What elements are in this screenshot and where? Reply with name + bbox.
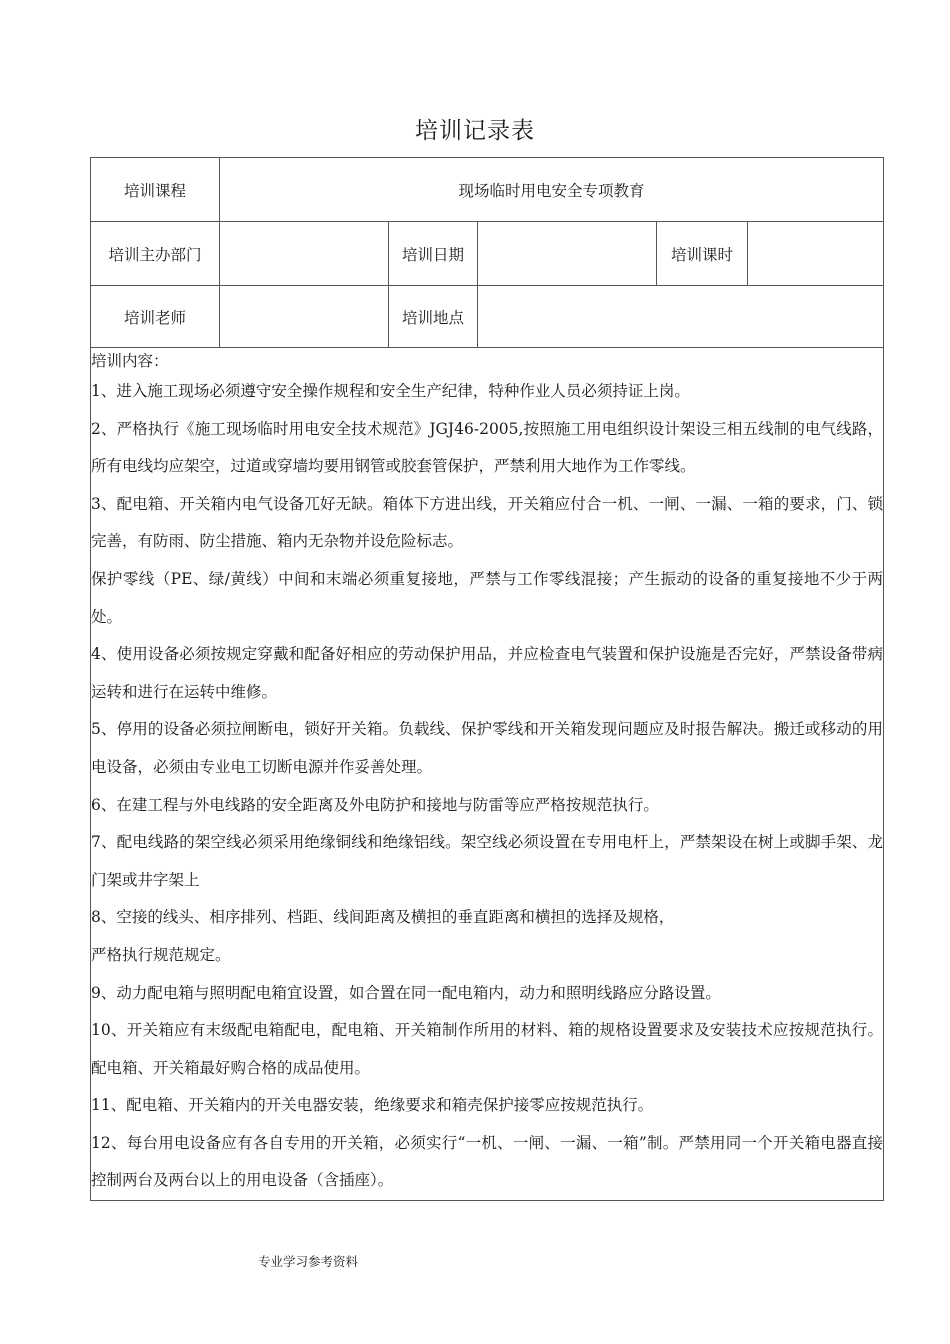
department-label: 培训主办部门 bbox=[91, 222, 220, 286]
content-heading: 培训内容： bbox=[91, 352, 169, 370]
content-paragraph: 1、进入施工现场必须遵守安全操作规程和安全生产纪律，特种作业人员必须持证上岗。 bbox=[91, 382, 690, 400]
location-label: 培训地点 bbox=[389, 286, 478, 348]
content-paragraph: 11、配电箱、开关箱内的开关电器安装，绝缘要求和箱壳保护接零应按规范执行。 bbox=[91, 1096, 654, 1115]
content-paragraph: 5、停用的设备必须拉闸断电，锁好开关箱。负载线、保护零线和开关箱发现问题应及时报告解决。搬迁或移动的用电设备，必须由专业电工切断电源并作妥善处理。 bbox=[91, 720, 884, 776]
content-paragraph: 9、动力配电箱与照明配电箱宜设置，如合置在同一配电箱内，动力和照明线路应分路设置。 bbox=[91, 983, 721, 1002]
table-row bbox=[91, 158, 884, 222]
page-title: 培训记录表 bbox=[415, 118, 535, 144]
content-paragraph: 7、配电线路的架空线必须采用绝缘铜线和绝缘铝线。架空线必须设置在专用电杆上，严禁架设在树上或脚手架、龙门架或井字架上 bbox=[91, 833, 884, 889]
content-paragraph: 10、开关箱应有末级配电箱配电，配电箱、开关箱制作所用的材料、箱的规格设置要求及安装技术应按规范执行。配电箱、开关箱最好购合格的成品使用。 bbox=[91, 1021, 884, 1077]
content-paragraph: 严格执行规范规定。 bbox=[91, 945, 231, 964]
teacher-value[interactable] bbox=[220, 286, 389, 348]
course-value[interactable]: 现场临时用电安全专项教育 bbox=[220, 158, 884, 222]
content-paragraph: 12、每台用电设备应有各自专用的开关箱，必须实行“一机、一闸、一漏、一箱”制。严禁用同一个开关箱电器直接控制两台及两台以上的用电设备（含插座）。 bbox=[91, 1133, 884, 1190]
date-value[interactable] bbox=[478, 222, 657, 286]
content-paragraph: 3、配电箱、开关箱内电气设备兀好无缺。箱体下方进出线，开关箱应付合一机、一闸、一漏、一箱的要求，门、锁完善，有防雨、防尘措施、箱内无杂物并设危险标志。 bbox=[91, 494, 884, 551]
training-content bbox=[91, 348, 884, 1201]
table-row bbox=[91, 286, 884, 348]
training-record-table bbox=[90, 157, 884, 1201]
content-paragraph: 6、在建工程与外电线路的安全距离及外电防护和接地与防雷等应严格按规范执行。 bbox=[91, 795, 659, 814]
content-paragraph: 2、严格执行《施工现场临时用电安全技术规范》JGJ46-2005,按照施工用电组织设计架设三相五线制的电气线路，所有电线均应架空，过道或穿墙均要用钢管或胶套管保护，严禁利用大地作为工作零线。 bbox=[91, 419, 884, 476]
teacher-label: 培训老师 bbox=[91, 286, 220, 348]
location-value[interactable] bbox=[478, 286, 884, 348]
content-paragraph: 8、空接的线头、相序排列、档距、线间距离及横担的垂直距离和横担的选择及规格， bbox=[91, 908, 675, 927]
course-label: 培训课程 bbox=[91, 158, 220, 222]
content-paragraph: 保护零线（PE、绿/黄线）中间和末端必须重复接地，严禁与工作零线混接；产生振动的设备的重复接地不少于两处。 bbox=[91, 569, 884, 626]
date-label: 培训日期 bbox=[389, 222, 478, 286]
table-row bbox=[91, 222, 884, 286]
hours-value[interactable] bbox=[748, 222, 884, 286]
page-footer: 专业学习参考资料 bbox=[258, 1254, 359, 1269]
hours-label: 培训课时 bbox=[657, 222, 748, 286]
content-paragraph: 4、使用设备必须按规定穿戴和配备好相应的劳动保护用品，并应检查电气装置和保护设施是否完好，严禁设备带病运转和进行在运转中维修。 bbox=[91, 645, 884, 701]
table-row bbox=[91, 348, 884, 1201]
department-value[interactable] bbox=[220, 222, 389, 286]
